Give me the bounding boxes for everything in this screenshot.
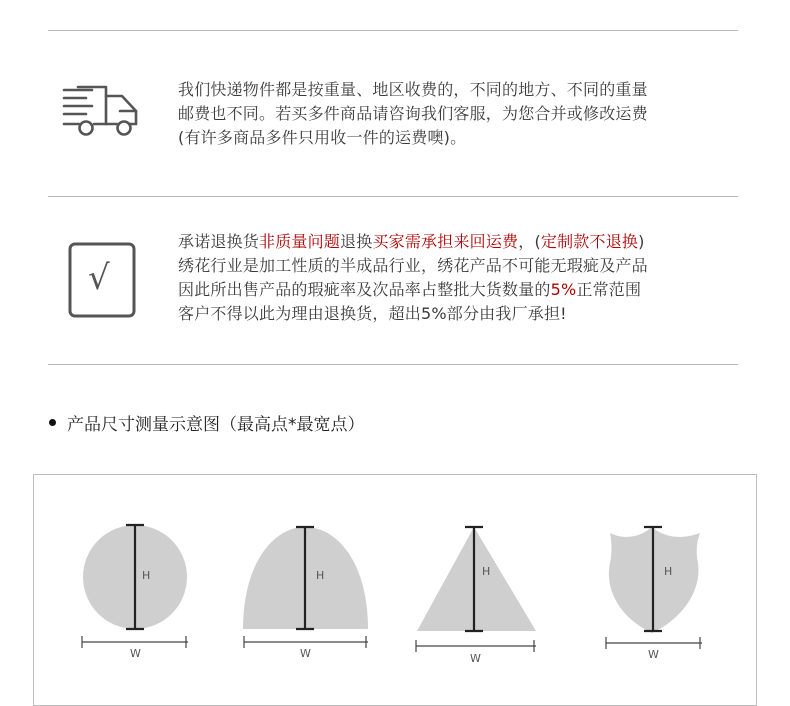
- text-segment: 退换: [340, 232, 373, 251]
- height-label: H: [664, 565, 673, 578]
- width-label: W: [300, 647, 311, 660]
- shipping-line: 我们快递物件都是按重量、地区收费的，不同的地方、不同的重量: [178, 80, 648, 99]
- bullet-icon: [49, 419, 56, 426]
- highlight-segment: 定制款不退换: [540, 232, 639, 251]
- delivery-truck-icon: [60, 84, 146, 144]
- top-divider: [48, 30, 738, 31]
- shipping-line: 邮费也不同。若买多件商品请咨询我们客服，为您合并或修改运费: [178, 104, 648, 123]
- checkmark-box-icon: [68, 242, 138, 324]
- text-segment: ): [638, 232, 645, 251]
- circle-shape: [78, 519, 188, 661]
- shipping-line: (有许多商品多件只用收一件的运费噢)。: [178, 128, 467, 147]
- check-glyph: √: [88, 258, 110, 298]
- highlight-segment: 买家需承担来回运费: [372, 232, 519, 251]
- bottom-divider: [48, 364, 738, 365]
- highlight-segment: 5%: [550, 280, 577, 299]
- height-label: H: [142, 569, 151, 582]
- triangle-shape: [412, 519, 542, 665]
- returns-notice: [178, 230, 734, 326]
- width-label: W: [470, 652, 481, 665]
- text-segment: 因此所出售产品的瑕疵率及次品率占整批大货数量的: [178, 280, 551, 299]
- width-label: W: [130, 647, 141, 660]
- size-section-title: 产品尺寸测量示意图（最高点*最宽点）: [67, 414, 365, 435]
- returns-line: [178, 278, 734, 302]
- returns-line: 客户不得以此为理由退换货，超出5%部分由我厂承担!: [178, 304, 567, 323]
- width-label: W: [648, 648, 659, 661]
- text-segment: 正常范围: [576, 280, 642, 299]
- shield-shape: [602, 519, 712, 661]
- text-segment: ，(: [518, 232, 541, 251]
- returns-line: 绣花行业是加工性质的半成品行业，绣花产品不可能无瑕疵及产品: [178, 256, 648, 275]
- height-label: H: [316, 569, 325, 582]
- shipping-notice: [178, 78, 734, 150]
- height-label: H: [482, 565, 491, 578]
- dome-shape: [238, 519, 378, 661]
- highlight-segment: 非质量问题: [259, 232, 341, 251]
- size-diagram-panel: [33, 474, 757, 706]
- text-segment: 承诺退换货: [178, 232, 260, 251]
- returns-line: [178, 230, 734, 254]
- size-section-heading: [49, 409, 365, 435]
- middle-divider: [48, 196, 738, 197]
